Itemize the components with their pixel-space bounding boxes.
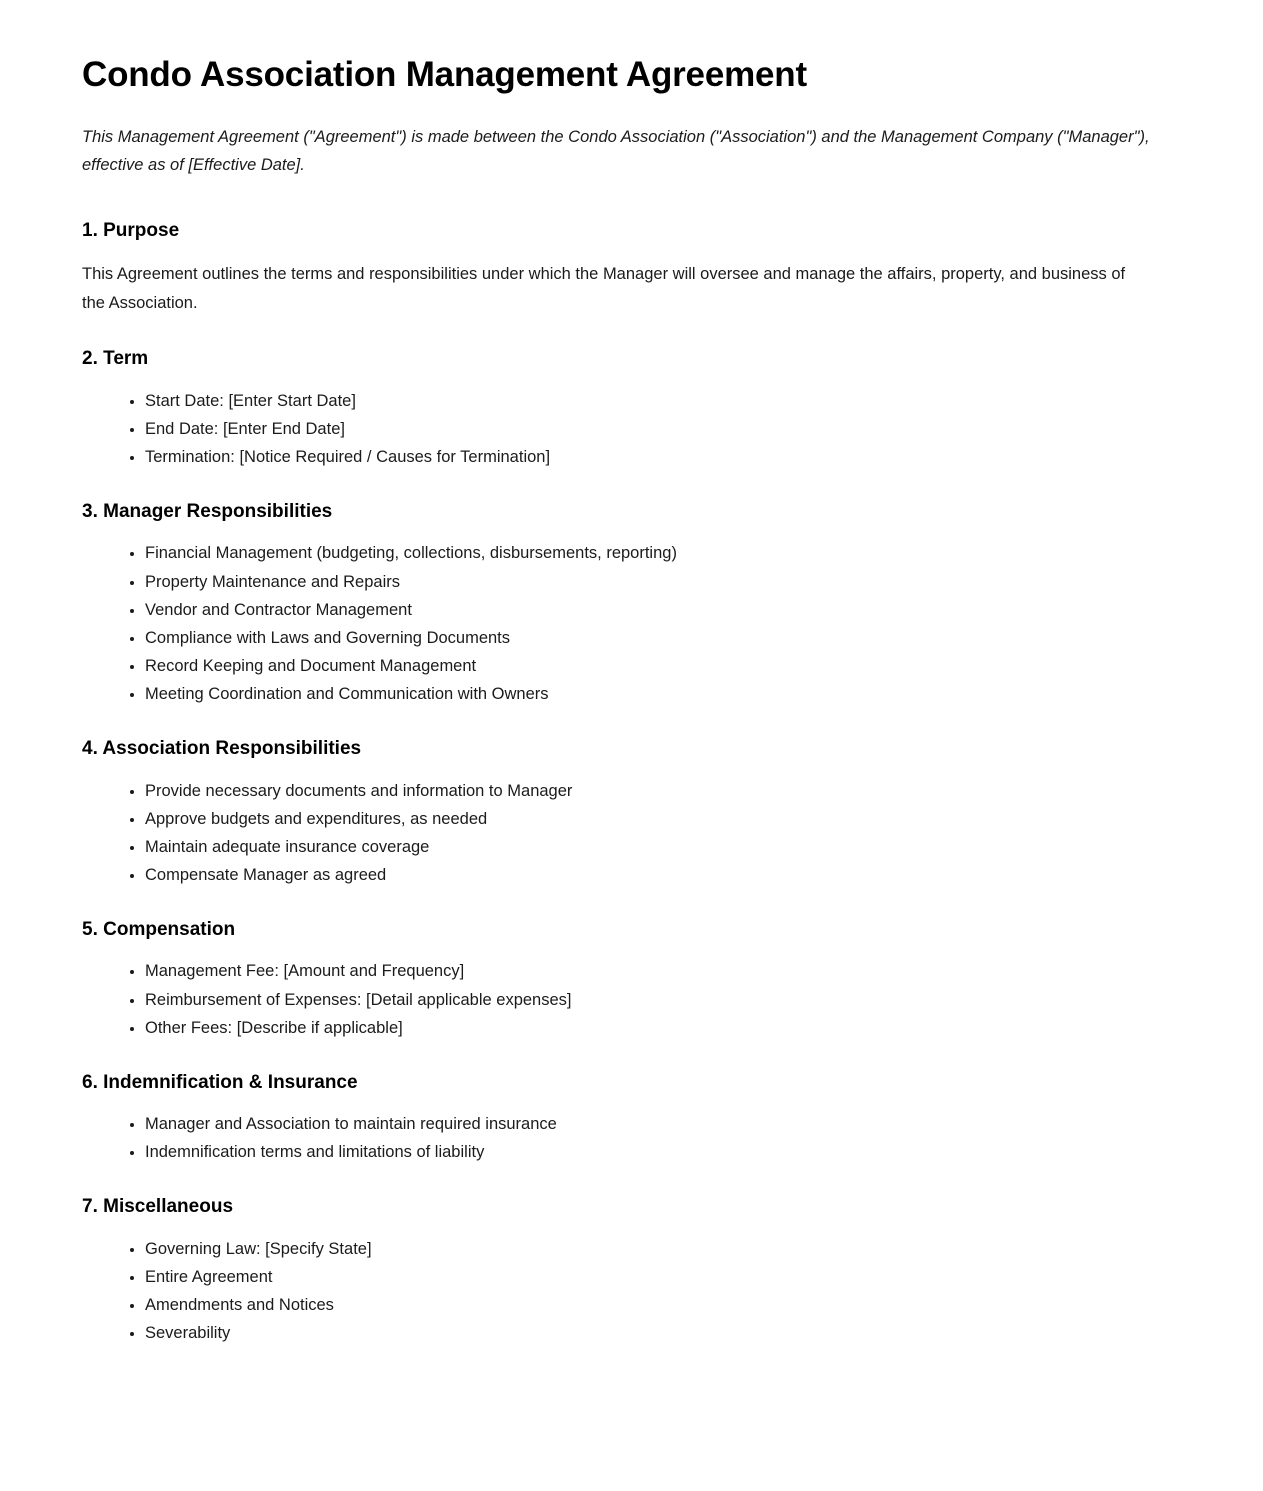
list-item: • Maintain adequate insurance coverage	[145, 834, 1183, 860]
section-heading: 1. Purpose	[82, 220, 180, 242]
section-heading: 2. Term	[82, 347, 149, 369]
list-item: • Termination: [Notice Required / Causes for Termination]	[145, 444, 1183, 470]
section-heading: 3. Manager Responsibilities	[82, 500, 333, 522]
list-item: • Entire Agreement	[145, 1264, 1183, 1290]
document-section	[82, 1195, 1183, 1346]
document-section	[82, 347, 1183, 470]
list-item: • Indemnification terms and limitations of liability	[145, 1139, 1183, 1165]
list-item: • Vendor and Contractor Management	[145, 597, 1183, 623]
list-item: • Governing Law: [Specify State]	[145, 1236, 1183, 1262]
section-heading: 5. Compensation	[82, 918, 236, 940]
section-bullet-list	[82, 388, 1183, 470]
section-paragraph: This Agreement outlines the terms and responsibilities under which the Manager will oversee and manage the affairs, property, and business of the Association.	[82, 265, 1126, 312]
list-item: • Manager and Association to maintain required insurance	[145, 1111, 1183, 1137]
list-item: • Meeting Coordination and Communication with Owners	[145, 681, 1183, 707]
list-item: • Financial Management (budgeting, collections, disbursements, reporting)	[145, 540, 1183, 566]
list-item: • Provide necessary documents and information to Manager	[145, 778, 1183, 804]
document-preamble: This Management Agreement ("Agreement") is made between the Condo Association ("Association") and the Management Company ("Manager"), effective as of [Effective Date].	[82, 127, 1150, 175]
document-section	[82, 500, 1183, 707]
list-item: • Management Fee: [Amount and Frequency]	[145, 958, 1183, 984]
document-section	[82, 918, 1183, 1041]
list-item: • Approve budgets and expenditures, as needed	[145, 806, 1183, 832]
section-bullet-list	[82, 958, 1183, 1040]
document-sections	[82, 219, 1183, 1346]
list-item: • Compliance with Laws and Governing Documents	[145, 625, 1183, 651]
list-item: • Record Keeping and Document Management	[145, 653, 1183, 679]
document-section	[82, 737, 1183, 888]
section-bullet-list	[82, 1236, 1183, 1346]
document-section	[82, 219, 1183, 316]
section-heading: 4. Association Responsibilities	[82, 737, 362, 759]
list-item: • Reimbursement of Expenses: [Detail applicable expenses]	[145, 987, 1183, 1013]
list-item: • Compensate Manager as agreed	[145, 862, 1183, 888]
page-title: Condo Association Management Agreement	[82, 55, 807, 94]
section-bullet-list	[82, 540, 1183, 706]
section-bullet-list	[82, 778, 1183, 888]
list-item: • Property Maintenance and Repairs	[145, 569, 1183, 595]
list-item: • End Date: [Enter End Date]	[145, 416, 1183, 442]
list-item: • Severability	[145, 1320, 1183, 1346]
list-item: • Amendments and Notices	[145, 1292, 1183, 1318]
list-item: • Other Fees: [Describe if applicable]	[145, 1015, 1183, 1041]
section-bullet-list	[82, 1111, 1183, 1165]
section-heading: 6. Indemnification & Insurance	[82, 1071, 358, 1093]
section-heading: 7. Miscellaneous	[82, 1196, 234, 1218]
document-section	[82, 1071, 1183, 1166]
list-item: • Start Date: [Enter Start Date]	[145, 388, 1183, 414]
